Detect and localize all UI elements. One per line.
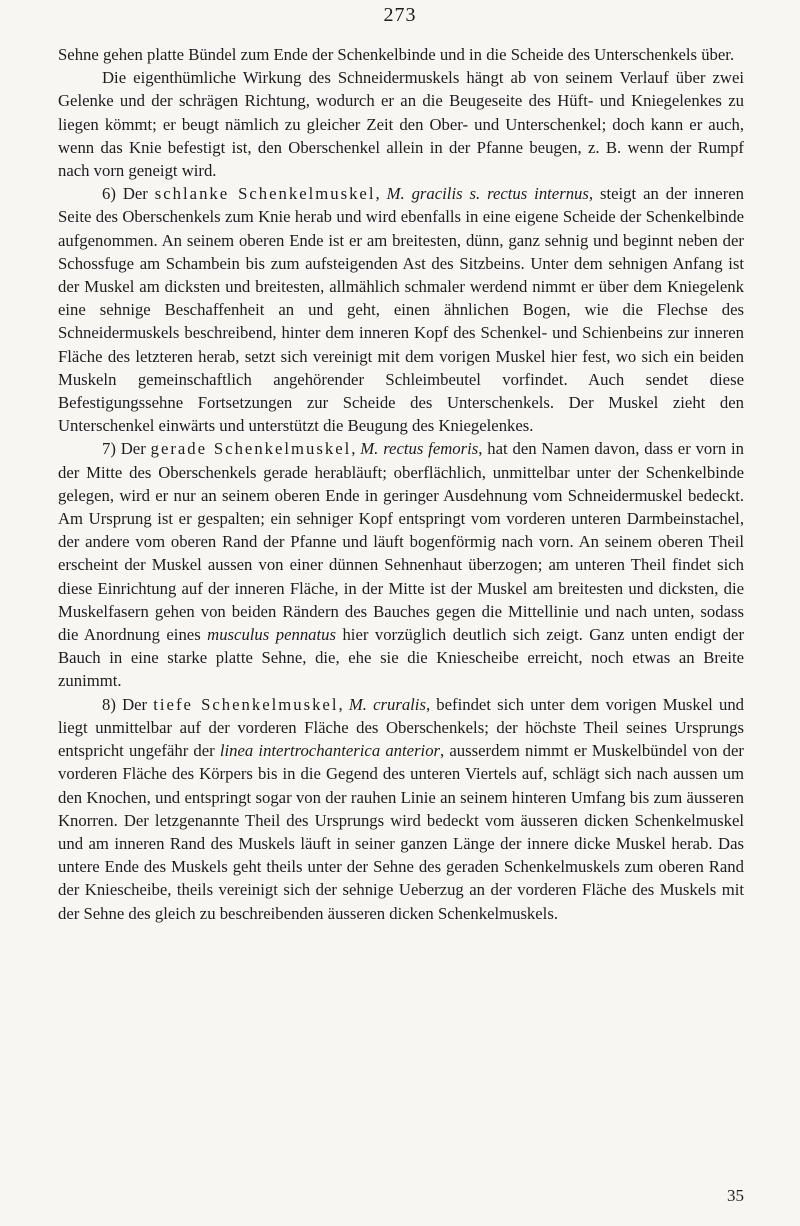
latin-term: M. gracilis s. rectus internus — [386, 184, 589, 204]
text-run: 7) Der — [102, 439, 151, 459]
muscle-name: schlanke Schenkelmuskel — [154, 184, 376, 204]
body-text — [58, 43, 744, 925]
latin-term: M. cruralis — [348, 694, 426, 714]
signature-mark: 35 — [727, 1186, 744, 1205]
paragraph — [58, 182, 744, 437]
text-run: , — [375, 184, 387, 204]
text-run: , — [351, 439, 361, 459]
text-run: Sehne gehen platte Bündel zum Ende der Schenkelbinde und in die Scheide des Unterschenkels über. — [58, 45, 735, 64]
muscle-name: gerade Schenkelmuskel — [150, 439, 352, 459]
text-run: , steigt an der inneren Seite des Oberschenkels zum Knie herab und wird ebenfalls in eine eigene Scheide der Schenkelbinde aufgenommen. An seinem oberen Ende ist er am breitesten, dünn, ganz sehnig und beginnt neben der Schossfuge am Schambein bis zum aufsteigenden Ast des Sitzbeins. Unter dem sehnigen Anfang ist der Muskel am dicksten und breitesten, allmählich schmaler werdend nimmt er über dem Kniegelenk eine sehnige Beschaffenheit an und geht, einen ähnlichen Bogen, wie die Flechse des Schneidermuskels beschreibend, hinter dem inneren Kopf des Schenkel- und Schienbeins zur inneren Fläche des letzteren herab, setzt sich vereinigt mit dem vorigen Muskel hier fest, wo sich ein beiden Muskeln gemeinschaftlich angehörender Schleimbeutel vorfindet. Auch sendet diese Befestigungssehne Fortsetzungen zur Scheide des Unterschenkels. Der Muskel zieht den Unterschenkel einwärts und unterstützt die Beugung des Kniegelenkes. — [58, 184, 745, 436]
muscle-name: tiefe Schenkelmuskel — [153, 694, 339, 714]
text-run: hier vorzüglich deutlich sich zeigt. Ganz unten endigt der Bauch in eine starke platte Sehne, die, ehe sie die Kniescheibe erreicht, noch etwas an Breite zunimmt. — [58, 625, 744, 691]
text-run: , befindet sich unter dem vorigen Muskel und liegt unmittelbar auf der vorderen Fläche des Oberschenkels; der höchste Theil seines Ursprungs entspricht ungefähr der — [58, 694, 745, 761]
text-run: Die eigenthümliche Wirkung des Schneidermuskels hängt ab von seinem Verlauf über zwei Gelenke und der schrägen Richtung, wodurch er an die Beugeseite des Hüft- und Kniegelenkes zu liegen kömmt; er beugt nämlich zu gleicher Zeit den Ober- und Unterschenkel; doch kann er auch, wenn das Knie befestigt ist, den Oberschenkel allein in der Pfanne beugen, z. B. wenn der Rumpf nach vorn geneigt wird. — [58, 68, 744, 181]
text-run: , — [338, 694, 349, 714]
latin-term: linea intertrochanterica anterior — [219, 741, 441, 761]
text-run: 6) Der — [102, 184, 155, 204]
text-run: , hat den Namen davon, dass er vorn in der Mitte des Oberschenkels gerade herabläuft; oberflächlich, unmittelbar unter der Schenkelbinde gelegen, wird er nur an seinem oberen Ende in geringer Ausdehnung vom Schneidermuskel bedeckt. Am Ursprung ist er gespalten; ein sehniger Kopf entspringt vom vorderen unteren Darmbeinstachel, der andere vom oberen Rand der Pfanne und läuft bogenförmig nach vorn. An seinem oberen Theil erscheint der Muskel aussen von einer dünnen Sehnenhaut überzogen; am unteren Theil findet sich diese Einrichtung auf der inneren Fläche, in der Mitte ist der Muskel am breitesten und dicksten, die Muskelfasern gehen von beiden Rändern des Bauches gegen die Mittellinie und nach unten, sodass die Anordnung eines — [58, 439, 744, 645]
latin-term: musculus pennatus — [207, 625, 336, 645]
text-run: 8) Der — [102, 694, 154, 714]
paragraph — [58, 693, 744, 925]
latin-term: M. rectus femoris — [360, 439, 479, 459]
paragraph — [58, 66, 744, 182]
paragraph — [58, 437, 744, 692]
paragraph — [58, 43, 744, 66]
page-number: 273 — [383, 4, 417, 26]
text-run: , ausserdem nimmt er Muskelbündel von der vorderen Fläche des Körpers bis in die Gegend des unteren Viertels auf, schlägt sich nach aussen um den Knochen, und entspringt sogar von der rauhen Linie an seinem hinteren Umfang bis zum äusseren Knorren. Der letzgenannte Theil des Ursprungs wird bedeckt vom äusseren dicken Schenkelmuskel und am inneren Rand des Muskels läuft in seiner ganzen Länge der innere dicke Muskel herab. Das untere Ende des Muskels geht theils unter der Sehne des geraden Schenkelmuskels zum oberen Rand der Kniescheibe, theils vereinigt sich der sehnige Ueberzug an der vorderen Fläche des Muskels mit der Sehne des gleich zu beschreibenden äusseren dicken Schenkelmuskels. — [58, 741, 744, 923]
